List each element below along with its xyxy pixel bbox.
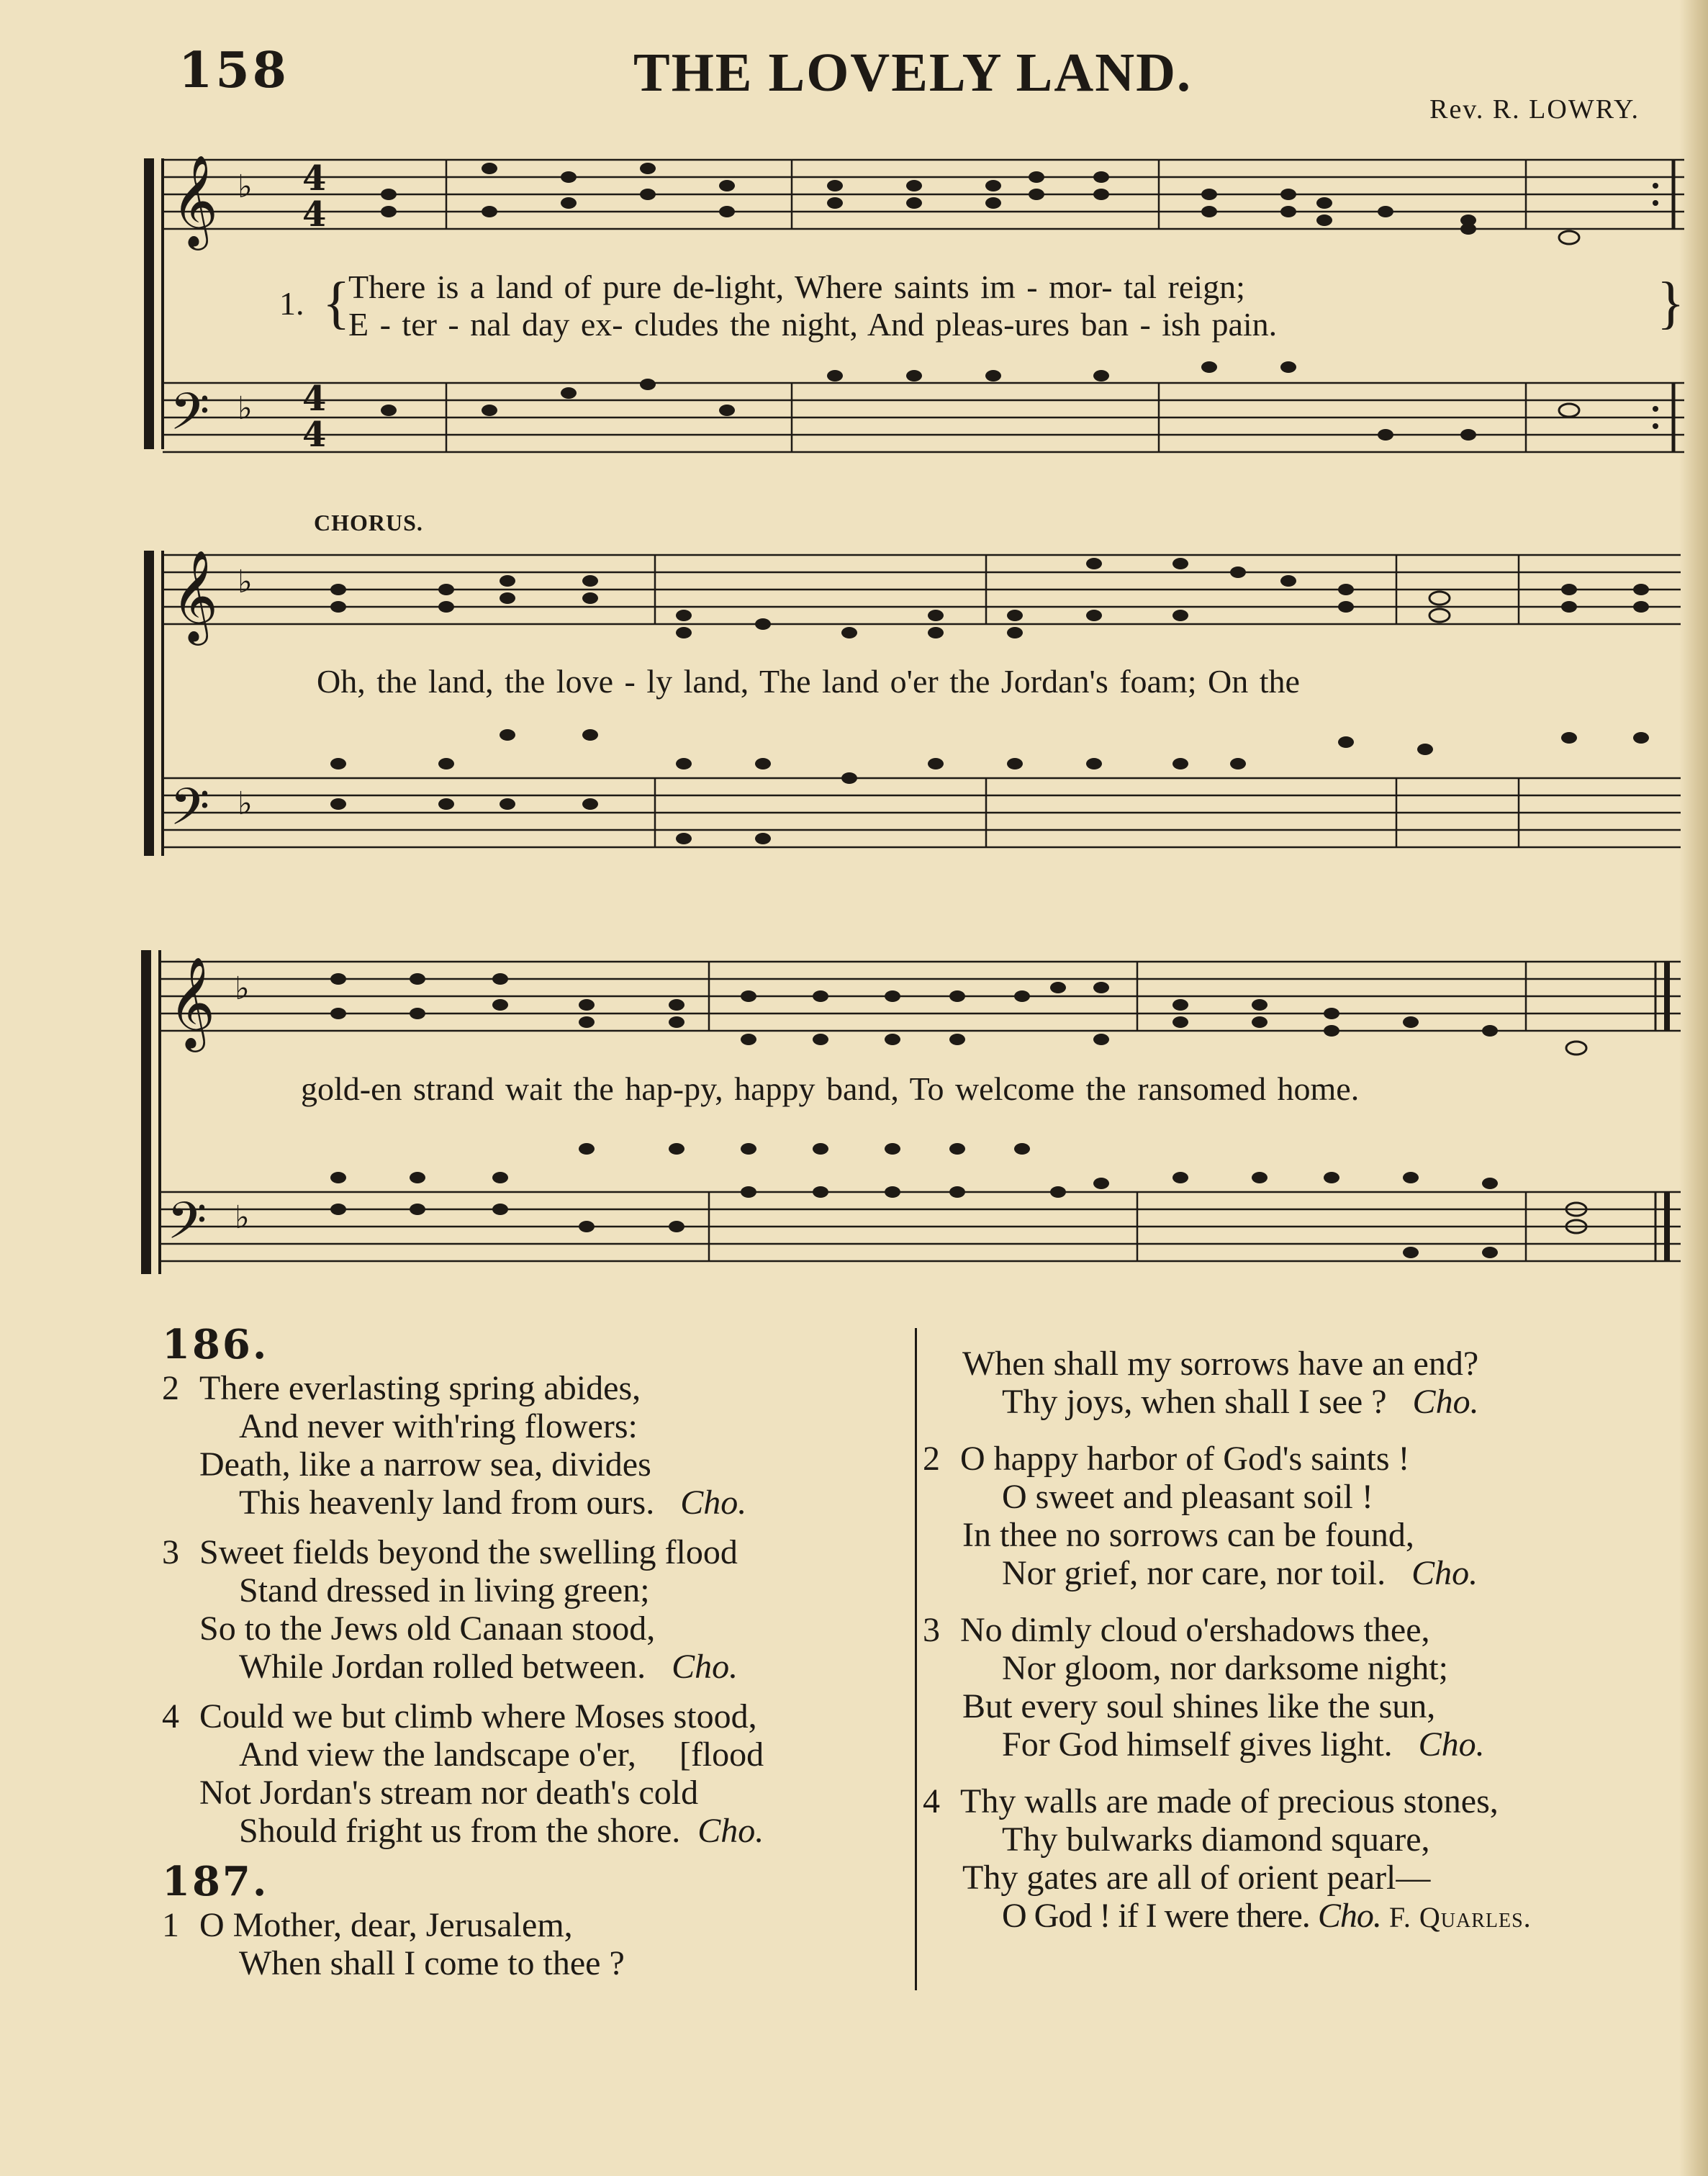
stanza-187-1b bbox=[923, 1345, 1678, 1421]
lyric-line-2: E - ter - nal day ex- cludes the night, And pleas-ures ban - ish pain. bbox=[348, 306, 1278, 343]
verse-line: Thy gates are all of orient pearl— bbox=[962, 1859, 1431, 1897]
refrain-mark: Cho. bbox=[1317, 1897, 1381, 1935]
verse-line: O Mother, dear, Jerusalem, bbox=[199, 1906, 573, 1944]
svg-text:♭: ♭ bbox=[235, 970, 250, 1007]
chorus-lyric-line-2: gold-en strand wait the hap-py, happy band, To welcome the ransomed home. bbox=[301, 1070, 1360, 1107]
svg-text:𝄢: 𝄢 bbox=[170, 777, 210, 849]
stanza-187-2 bbox=[923, 1440, 1678, 1592]
svg-text:♭: ♭ bbox=[238, 168, 253, 205]
stanza-number: 3 bbox=[923, 1611, 940, 1649]
stanza-number: 4 bbox=[162, 1697, 179, 1735]
refrain-mark: Cho. bbox=[680, 1484, 747, 1522]
svg-text:♭: ♭ bbox=[238, 785, 253, 822]
verse-line: Thy bulwarks diamond square, bbox=[1002, 1820, 1430, 1859]
verse-line: And never with'ring flowers: bbox=[239, 1407, 638, 1445]
svg-text:4: 4 bbox=[302, 158, 327, 199]
verse-line: Thy walls are made of precious stones, bbox=[960, 1782, 1499, 1820]
stanza-186-2 bbox=[162, 1369, 914, 1522]
stanza-number: 3 bbox=[162, 1533, 179, 1571]
verse-line: Nor grief, nor care, nor toil. bbox=[1002, 1554, 1386, 1592]
overflow-word: [flood bbox=[679, 1735, 764, 1774]
lyric-line-1: There is a land of pure de-light, Where saints im - mor- tal reign; bbox=[348, 268, 1245, 305]
svg-text:𝄢: 𝄢 bbox=[167, 1191, 207, 1263]
stanza-number: 2 bbox=[162, 1369, 179, 1407]
hymn-number-186: 186. bbox=[162, 1321, 269, 1368]
music-system-3 bbox=[0, 943, 1708, 1281]
refrain-mark: Cho. bbox=[672, 1648, 738, 1686]
verse-line: O God ! if I were there. bbox=[1002, 1897, 1310, 1935]
svg-text:4: 4 bbox=[302, 415, 327, 455]
svg-text:𝄞: 𝄞 bbox=[168, 956, 216, 1048]
stanza-186-4 bbox=[162, 1697, 914, 1850]
svg-text:4: 4 bbox=[302, 194, 327, 235]
author-credit: F. Quarles. bbox=[1388, 1901, 1532, 1933]
lyric-brace-left: { bbox=[322, 271, 351, 335]
svg-text:𝄞: 𝄞 bbox=[171, 154, 219, 246]
verse-number: 1. bbox=[279, 285, 304, 322]
svg-text:♭: ♭ bbox=[235, 1199, 250, 1236]
page-number: 158 bbox=[179, 42, 289, 99]
verse-line: Sweet fields beyond the swelling flood bbox=[199, 1533, 738, 1571]
composer: Rev. R. LOWRY. bbox=[1429, 94, 1640, 125]
stanza-187-3 bbox=[923, 1611, 1678, 1764]
stanza-187-4 bbox=[923, 1782, 1678, 1936]
stanza-number: 2 bbox=[923, 1440, 940, 1478]
refrain-mark: Cho. bbox=[1411, 1554, 1478, 1592]
verse-line: While Jordan rolled between. bbox=[239, 1648, 646, 1686]
column-divider bbox=[915, 1328, 917, 1990]
verse-line: O happy harbor of God's saints ! bbox=[960, 1440, 1410, 1478]
stanza-number: 4 bbox=[923, 1782, 940, 1820]
verse-line: And view the landscape o'er, bbox=[239, 1735, 636, 1774]
svg-text:𝄞: 𝄞 bbox=[171, 549, 219, 641]
svg-text:4: 4 bbox=[302, 379, 327, 419]
hymn-title: THE LOVELY LAND. bbox=[633, 42, 1193, 103]
verse-line: Stand dressed in living green; bbox=[239, 1571, 650, 1610]
music-system-1 bbox=[0, 137, 1708, 468]
refrain-mark: Cho. bbox=[1418, 1725, 1485, 1764]
refrain-mark: Cho. bbox=[697, 1812, 764, 1850]
page-header bbox=[0, 42, 1708, 125]
music-system-2 bbox=[0, 536, 1708, 875]
verse-line: But every soul shines like the sun, bbox=[962, 1687, 1436, 1725]
stanza-186-3 bbox=[162, 1533, 914, 1686]
chorus-lyric-line: Oh, the land, the love - ly land, The land o'er the Jordan's foam; On the bbox=[317, 663, 1300, 700]
lyric-brace-right: } bbox=[1657, 271, 1685, 335]
verse-line: Thy joys, when shall I see ? bbox=[1002, 1383, 1387, 1421]
staff-notation-2 bbox=[0, 536, 1708, 875]
verse-line: No dimly cloud o'ershadows thee, bbox=[960, 1611, 1430, 1649]
verse-line: When shall my sorrows have an end? bbox=[962, 1345, 1479, 1383]
verse-line: O sweet and pleasant soil ! bbox=[1002, 1478, 1373, 1516]
verse-line: Should fright us from the shore. bbox=[239, 1812, 681, 1850]
stanza-187-1a bbox=[162, 1906, 914, 1982]
verse-line: Could we but climb where Moses stood, bbox=[199, 1697, 757, 1735]
refrain-mark: Cho. bbox=[1412, 1383, 1479, 1421]
verse-line: This heavenly land from ours. bbox=[239, 1484, 655, 1522]
right-column bbox=[923, 1345, 1678, 1948]
verse-line: There everlasting spring abides, bbox=[199, 1369, 641, 1407]
svg-text:♭: ♭ bbox=[238, 564, 253, 600]
hymn-number-187: 187. bbox=[162, 1858, 269, 1905]
verse-line: In thee no sorrows can be found, bbox=[962, 1516, 1414, 1554]
verse-line: For God himself gives light. bbox=[1002, 1725, 1393, 1764]
verse-line: When shall I come to thee ? bbox=[239, 1944, 625, 1982]
verse-line: Nor gloom, nor darksome night; bbox=[1002, 1649, 1448, 1687]
staff-notation-3 bbox=[0, 943, 1708, 1281]
left-column bbox=[162, 1321, 914, 1994]
chorus-label: CHORUS. bbox=[314, 510, 423, 536]
svg-text:♭: ♭ bbox=[238, 390, 253, 427]
verse-line: Not Jordan's stream nor death's cold bbox=[199, 1774, 699, 1812]
verse-line: So to the Jews old Canaan stood, bbox=[199, 1610, 656, 1648]
stanza-number: 1 bbox=[162, 1906, 179, 1944]
verse-line: Death, like a narrow sea, divides bbox=[199, 1445, 651, 1484]
svg-text:𝄢: 𝄢 bbox=[170, 382, 210, 454]
